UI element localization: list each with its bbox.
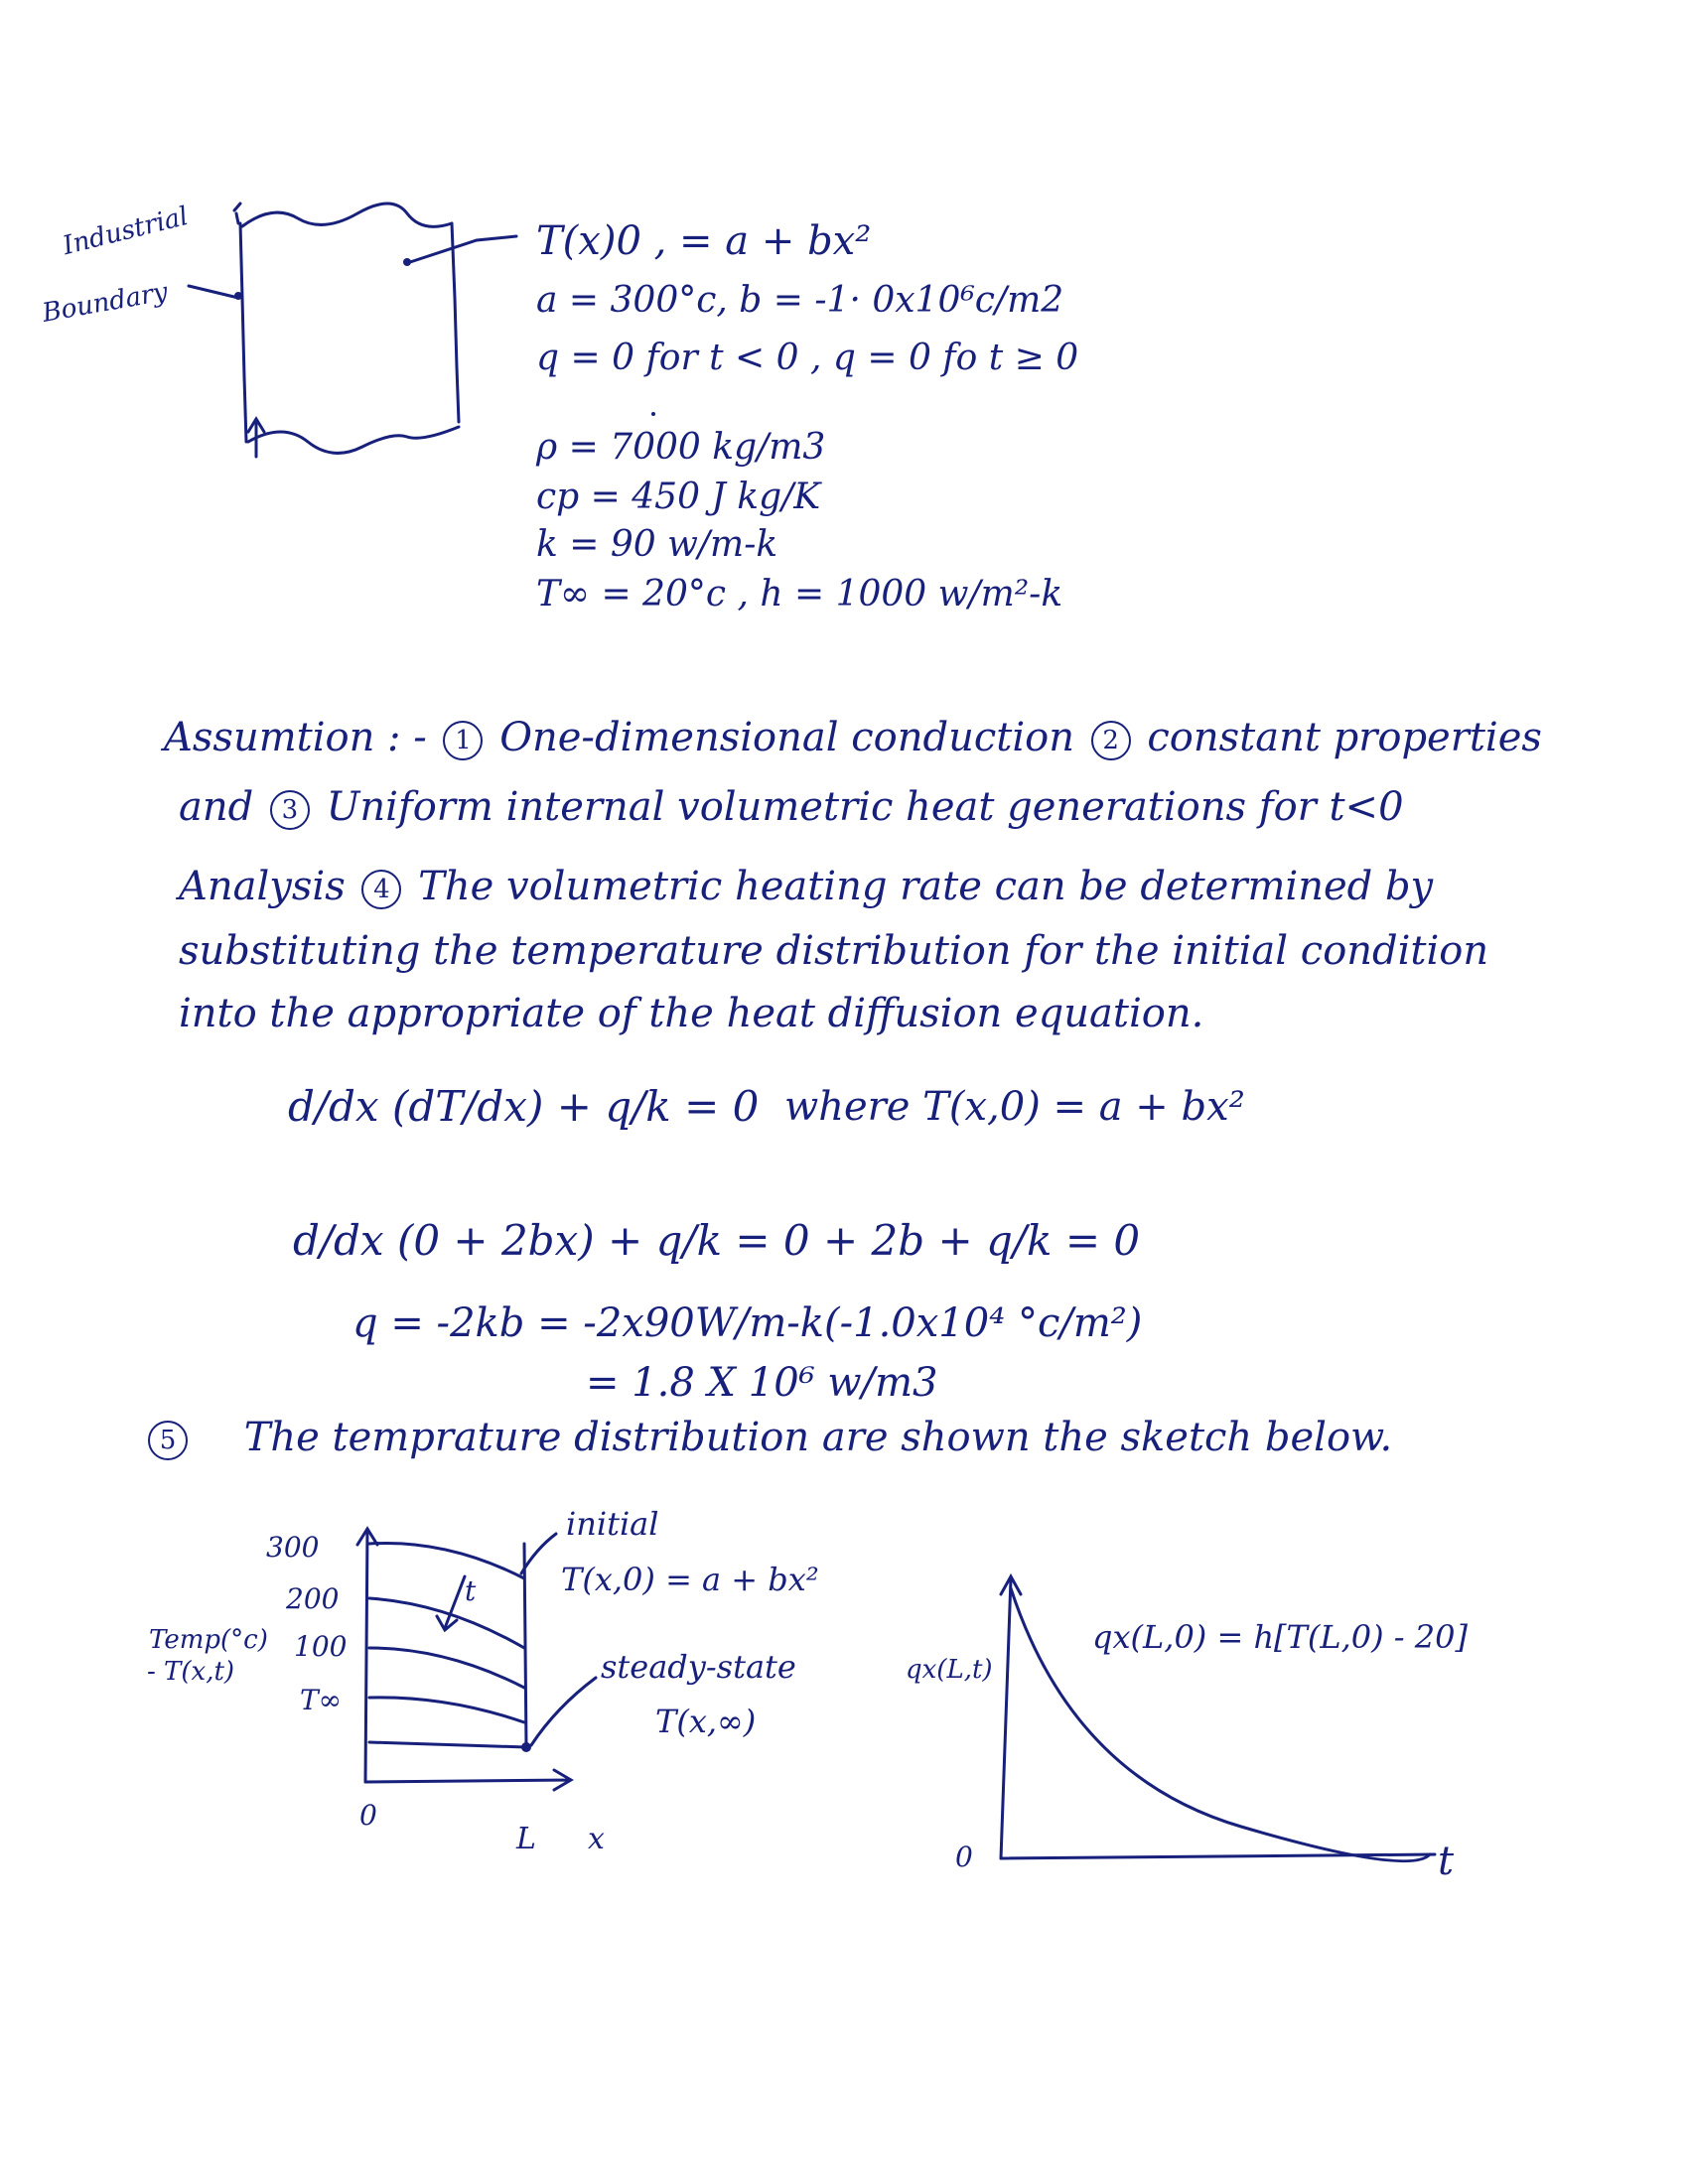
number-5-circle: 5 bbox=[148, 1421, 188, 1460]
analysis-line-2: substituting the temperature distribution for the initial condition bbox=[179, 928, 1489, 974]
equation-step-2: d/dx (0 + 2bx) + q/k = 0 + 2b + q/k = 0 bbox=[293, 1216, 1141, 1265]
number-3-circle: 3 bbox=[270, 790, 310, 830]
equation-step-4: = 1.8 X 10⁶ w/m3 bbox=[586, 1360, 938, 1406]
given-line-5: cp = 450 J kg/K bbox=[536, 477, 821, 517]
assumption-1: One-dimensional conduction bbox=[499, 715, 1074, 760]
assumptions-prefix: Assumtion : - bbox=[164, 715, 427, 760]
initial-equation: T(x,0) = a + bx² bbox=[561, 1561, 819, 1598]
equation-step-3: q = -2kb = -2x90W/m-k(-1.0x10⁴ °c/m²) bbox=[352, 1300, 1143, 1346]
boundary-label: Boundary bbox=[40, 277, 171, 329]
temp-y-label-2: - T(x,t) bbox=[147, 1657, 235, 1687]
y-tick-tinf: T∞ bbox=[300, 1684, 342, 1716]
flux-x-label: t bbox=[1438, 1839, 1455, 1884]
industrial-label: Industrial bbox=[60, 201, 192, 262]
assumptions-and: and bbox=[179, 784, 254, 830]
assumption-3: Uniform internal volumetric heat generations for t<0 bbox=[326, 784, 1404, 830]
y-tick-300: 300 bbox=[266, 1531, 320, 1564]
increasing-t-label: t bbox=[465, 1574, 477, 1607]
y-tick-200: 200 bbox=[286, 1582, 340, 1615]
number-4-circle: 4 bbox=[361, 870, 401, 909]
given-line-4: ρ = 7000 kg/m3 bbox=[536, 427, 826, 468]
flux-y-axis bbox=[1001, 1576, 1021, 1858]
flux-y-label: qx(L,t) bbox=[906, 1655, 993, 1685]
where-initial-condition: where T(x,0) = a + bx² bbox=[784, 1084, 1245, 1130]
temp-y-label-1: Temp(°c) bbox=[149, 1625, 268, 1655]
x-axis-L: L bbox=[516, 1822, 536, 1856]
given-line-7: T∞ = 20°c , h = 1000 w/m²-k bbox=[536, 574, 1063, 614]
number-1-circle: 1 bbox=[443, 721, 483, 760]
number-2-circle: 2 bbox=[1091, 721, 1131, 760]
analysis-line-3: into the appropriate of the heat diffusion equation. bbox=[179, 991, 1204, 1036]
flux-equation: qx(L,0) = h[T(L,0) - 20] bbox=[1092, 1618, 1468, 1656]
steady-state-label: steady-state bbox=[601, 1648, 796, 1686]
given-line-2: a = 300°c, b = -1· 0x10⁶c/m2 bbox=[536, 280, 1064, 321]
heat-diffusion-equation: d/dx (dT/dx) + q/k = 0 bbox=[288, 1082, 760, 1131]
assumption-2: constant properties bbox=[1147, 715, 1542, 760]
analysis-text-1: The volumetric heating rate can be determined by bbox=[418, 864, 1434, 909]
conclusion-text: The temprature distribution are shown the sketch below. bbox=[243, 1415, 1393, 1460]
given-line-3: q = 0 for t < 0 , q = 0 fo t ≥ 0 bbox=[536, 338, 1079, 378]
x-axis-var: x bbox=[588, 1822, 605, 1856]
y-tick-100: 100 bbox=[294, 1630, 348, 1663]
analysis-prefix: Analysis bbox=[179, 864, 346, 909]
steady-state-equation: T(x,∞) bbox=[655, 1703, 757, 1740]
given-line-6: k = 90 w/m-k bbox=[536, 524, 778, 565]
given-line-1: T(x)0 , = a + bx² bbox=[536, 218, 872, 264]
initial-label: initial bbox=[566, 1505, 659, 1543]
temp-origin: 0 bbox=[359, 1799, 377, 1832]
flux-origin: 0 bbox=[955, 1841, 973, 1873]
